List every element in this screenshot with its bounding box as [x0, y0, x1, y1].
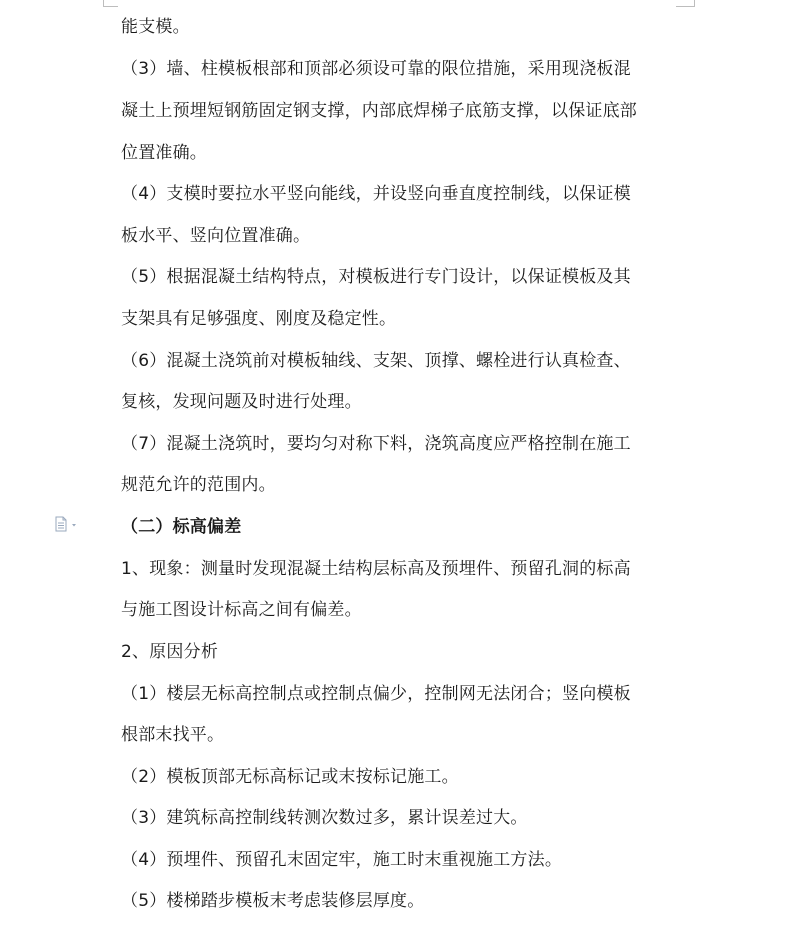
- text-line: 根部末找平。: [121, 725, 225, 745]
- text-line: 位置准确。: [121, 143, 207, 163]
- page-corner-mark-left: [103, 0, 118, 7]
- chevron-down-icon: [72, 524, 76, 527]
- document-icon: [54, 516, 84, 532]
- text-line: （5）根据混凝土结构特点，对模板进行专门设计，以保证模板及其: [121, 267, 631, 287]
- text-line: （4）预埋件、预留孔末固定牢，施工时末重视施工方法。: [121, 850, 563, 870]
- text-line: （6）混凝土浇筑前对模板轴线、支架、顶撑、螺栓进行认真检查、: [121, 351, 631, 371]
- text-line: 规范允许的范围内。: [121, 475, 276, 495]
- text-line: （1）楼层无标高控制点或控制点偏少，控制网无法闭合；竖向模板: [121, 684, 631, 704]
- text-line: （3）墙、柱模板根部和顶部必须设可靠的限位措施，采用现浇板混: [121, 59, 631, 79]
- text-line: 与施工图设计标高之间有偏差。: [121, 600, 362, 620]
- text-line: 1、现象：测量时发现混凝土结构层标高及预埋件、预留孔洞的标高: [121, 559, 631, 579]
- text-line: 2、原因分析: [121, 642, 219, 662]
- text-line: 能支模。: [121, 17, 190, 37]
- text-line: （2）模板顶部无标高标记或末按标记施工。: [121, 767, 459, 787]
- text-line: （7）混凝土浇筑时，要均匀对称下料，浇筑高度应严格控制在施工: [121, 434, 631, 454]
- text-line: 凝土上预埋短钢筋固定钢支撑，内部底焊梯子底筋支撑，以保证底部: [121, 101, 637, 121]
- text-line: （5）楼梯踏步模板末考虑装修层厚度。: [121, 891, 425, 911]
- text-line: 板水平、竖向位置准确。: [121, 226, 311, 246]
- text-line: 支架具有足够强度、刚度及稳定性。: [121, 309, 397, 329]
- section-heading: （二）标高偏差: [121, 517, 242, 537]
- text-line: （4）支模时要拉水平竖向能线，并设竖向垂直度控制线，以保证模: [121, 184, 631, 204]
- page-corner-mark-right: [676, 0, 695, 7]
- text-line: 复核，发现问题及时进行处理。: [121, 392, 362, 412]
- paragraph-options-button[interactable]: [54, 516, 84, 532]
- text-line: （3）建筑标高控制线转测次数过多，累计误差过大。: [121, 808, 528, 828]
